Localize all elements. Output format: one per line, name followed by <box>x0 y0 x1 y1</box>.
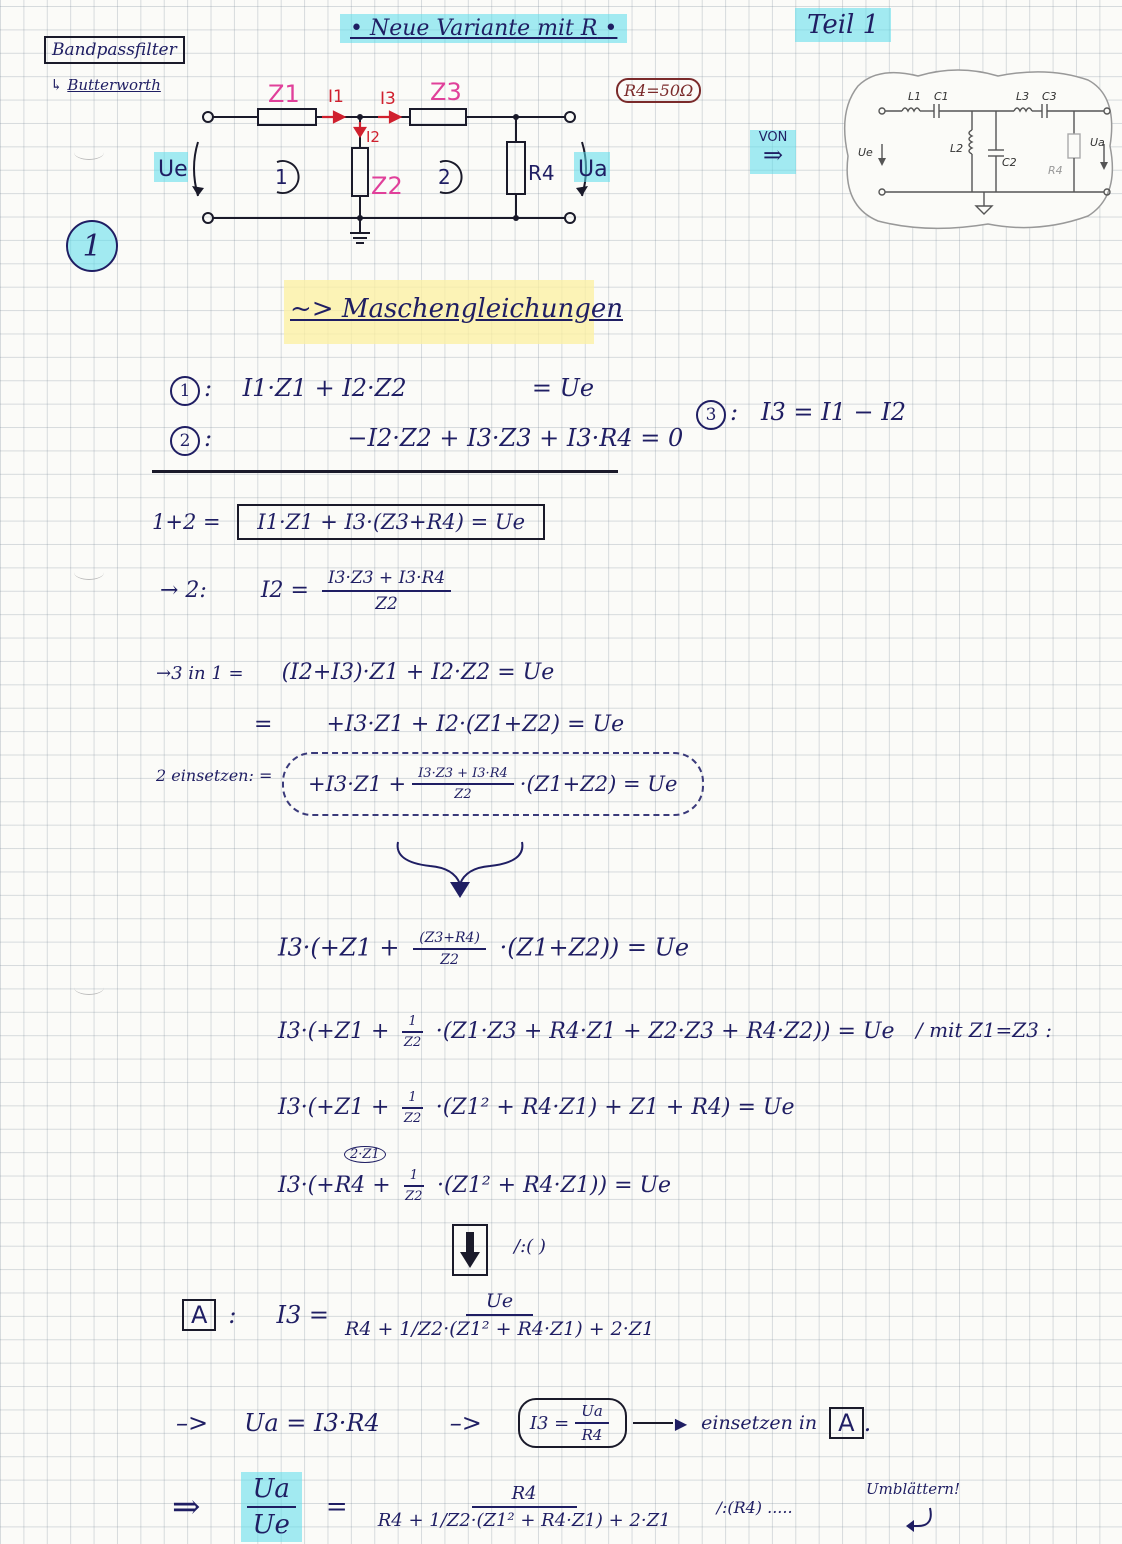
right-arrowhead-icon: ▶ <box>674 1413 688 1433</box>
step5-pre: +I3·Z1 + <box>308 772 407 796</box>
r4-label: R4 <box>528 161 555 185</box>
von-arrow <box>750 130 796 174</box>
final-divide-note: /:(R4) ..... <box>716 1497 793 1517</box>
i3-substitution-box <box>518 1398 627 1448</box>
step9-numerator: 1 <box>404 1168 424 1187</box>
section-number-badge: 1 <box>66 220 118 272</box>
boxed-down-arrow <box>452 1224 488 1276</box>
mesh-equation-2: 2 : −I2·Z2 + I3·Z3 + I3·R4 = 0 <box>170 424 683 456</box>
insert-target-a: A <box>829 1407 863 1439</box>
output-arrow-2: –> <box>449 1409 482 1437</box>
step3-equation: (I2+I3)·Z1 + I2·Z2 = Ue <box>281 660 555 685</box>
final-row <box>172 1472 793 1542</box>
step6-denominator: Z2 <box>440 952 459 968</box>
z1-label: Z1 <box>268 80 300 108</box>
step2-lhs: I2 = <box>260 578 309 603</box>
ua-label: Ua <box>578 157 608 182</box>
curved-arrow-icon <box>900 1504 940 1534</box>
i3-sub-denominator: R4 <box>581 1426 603 1444</box>
result-a-colon: : <box>228 1301 237 1329</box>
r4-value-badge: R4=50Ω <box>616 78 701 103</box>
step7-pre: I3·(+Z1 + <box>278 1019 390 1044</box>
output-equation: Ua = I3·R4 <box>244 1409 380 1437</box>
final-rhs-denominator: R4 + 1/Z2·(Z1² + R4·Z1) + 2·Z1 <box>377 1510 671 1531</box>
divide-note: /:( ) <box>514 1236 546 1257</box>
step9-pre: I3·(+R4 + <box>278 1173 391 1198</box>
ref-r4-label: R4 <box>1048 164 1063 177</box>
mesh-2-label: 2 <box>438 165 451 189</box>
step7-denominator: Z2 <box>403 1035 422 1050</box>
result-a-label: A <box>182 1299 216 1331</box>
ref-c3-label: C3 <box>1042 90 1057 103</box>
result-a-row <box>182 1290 660 1340</box>
page-title: • Neue Variante mit R • <box>340 14 627 43</box>
step6-numerator: (Z3+R4) <box>413 930 486 950</box>
z2-label: Z2 <box>371 172 403 200</box>
i3-label: I3 <box>380 89 396 109</box>
final-double-arrow: ⇒ <box>172 1487 201 1527</box>
i3-sub-lhs: I3 = <box>529 1412 570 1434</box>
step5-denominator: Z2 <box>454 787 472 802</box>
step6-post: ·(Z1+Z2)) = Ue <box>499 933 690 962</box>
step8-denominator: Z2 <box>403 1111 422 1126</box>
step7-row <box>278 1014 894 1050</box>
ref-c1-label: C1 <box>934 90 949 103</box>
step8-numerator: 1 <box>402 1090 422 1109</box>
eq2-lhs: −I2·Z2 + I3·Z3 + I3·R4 <box>347 424 633 452</box>
step4-label: = <box>254 712 273 737</box>
equation-separator <box>152 470 618 473</box>
subtopic-text: Butterworth <box>67 76 161 94</box>
punch-mark <box>74 565 104 580</box>
subtopic-label: ↳ Butterworth <box>50 76 161 94</box>
output-arrow: –> <box>176 1409 209 1437</box>
step4-equation: +I3·Z1 + I2·(Z1+Z2) = Ue <box>326 712 625 737</box>
ref-l3-label: L3 <box>1016 90 1030 103</box>
final-equals: = <box>325 1492 348 1522</box>
reference-lc-circuit-diagram <box>838 66 1120 234</box>
step3-label: →3 in 1 = <box>156 663 244 684</box>
final-lhs-numerator: Ua <box>247 1474 296 1508</box>
insert-text: einsetzen in <box>701 1412 818 1434</box>
i1-label: I1 <box>328 87 344 107</box>
z3-label: Z3 <box>430 78 462 106</box>
eq3-text: I3 = I1 − I2 <box>760 398 906 426</box>
mesh-1-label: 1 <box>275 165 288 189</box>
step2-row <box>160 568 457 614</box>
result-a-numerator: Ue <box>466 1290 533 1316</box>
ref-c2-label: C2 <box>1002 156 1017 169</box>
ref-l2-label: L2 <box>950 142 964 155</box>
sum-label: 1+2 = <box>152 510 221 534</box>
output-row <box>176 1398 871 1448</box>
step8-pre: I3·(+Z1 + <box>278 1095 390 1120</box>
ref-l1-label: L1 <box>908 90 922 103</box>
step4-row <box>254 712 624 737</box>
punch-mark <box>74 145 104 160</box>
sum-equation-row <box>152 504 545 540</box>
step5-post: ·(Z1+Z2) = Ue <box>519 772 678 796</box>
step3-row <box>156 660 554 685</box>
step2-label: → 2: <box>160 578 207 603</box>
step5-numerator: I3·Z3 + I3·R4 <box>412 766 514 785</box>
ue-label: Ue <box>158 157 188 182</box>
eq2-rhs: = 0 <box>640 424 684 452</box>
node-equation-3: 3 : I3 = I1 − I2 <box>696 398 906 430</box>
step6-row <box>278 930 689 968</box>
step2-numerator: I3·Z3 + I3·R4 <box>322 568 451 592</box>
step5-cloud-equation <box>282 752 704 816</box>
step9-row <box>278 1168 671 1204</box>
ref-ua-label: Ua <box>1090 136 1105 149</box>
step9-denominator: Z2 <box>405 1189 423 1204</box>
step6-pre: I3·(+Z1 + <box>278 933 400 962</box>
step8-row <box>278 1090 794 1126</box>
page-title-text: Neue Variante mit R <box>369 16 598 41</box>
topic-label: Bandpassfilter <box>44 36 185 64</box>
von-arrow-label: VON <box>758 130 788 145</box>
step7-note: / mit Z1=Z3 : <box>916 1018 1052 1042</box>
section-heading: ~> Maschengleichungen <box>290 294 623 324</box>
eq1-rhs: = Ue <box>531 374 595 402</box>
eq1-lhs: I1·Z1 + I2·Z2 <box>242 374 407 402</box>
step5-label: 2 einsetzen: = <box>156 766 273 785</box>
ref-ue-label: Ue <box>858 146 873 159</box>
result-a-denominator: R4 + 1/Z2·(Z1² + R4·Z1) + 2·Z1 <box>345 1318 655 1340</box>
thick-down-arrow-icon <box>459 1230 481 1270</box>
bandpass-circuit-diagram <box>150 70 610 260</box>
insert-dot: . <box>863 1409 872 1437</box>
down-arrow-connector <box>390 836 530 900</box>
step9-annotation: 2·Z1 <box>344 1146 386 1163</box>
final-lhs-denominator: Ue <box>252 1510 290 1540</box>
i3-sub-numerator: Ua <box>575 1402 609 1424</box>
step7-post: ·(Z1·Z3 + R4·Z1 + Z2·Z3 + R4·Z2)) = Ue <box>435 1019 895 1044</box>
result-a-lhs: I3 = <box>276 1301 330 1329</box>
i2-label: I2 <box>366 128 380 146</box>
turn-page-note: Umblättern! <box>866 1480 960 1498</box>
punch-mark <box>74 980 104 995</box>
double-arrow-icon: ⇒ <box>762 141 784 169</box>
sum-equation-box: I1·Z1 + I3·(Z3+R4) = Ue <box>237 504 545 540</box>
step8-post: ·(Z1² + R4·Z1) + Z1 + R4) = Ue <box>435 1095 795 1120</box>
part-label: Teil 1 <box>795 8 891 42</box>
mesh-equation-1: 1 : I1·Z1 + I2·Z2 = Ue <box>170 374 594 406</box>
step7-numerator: 1 <box>402 1014 422 1033</box>
final-rhs-numerator: R4 <box>472 1483 577 1508</box>
step2-denominator: Z2 <box>375 594 398 614</box>
step9-post: ·(Z1² + R4·Z1)) = Ue <box>436 1173 672 1198</box>
